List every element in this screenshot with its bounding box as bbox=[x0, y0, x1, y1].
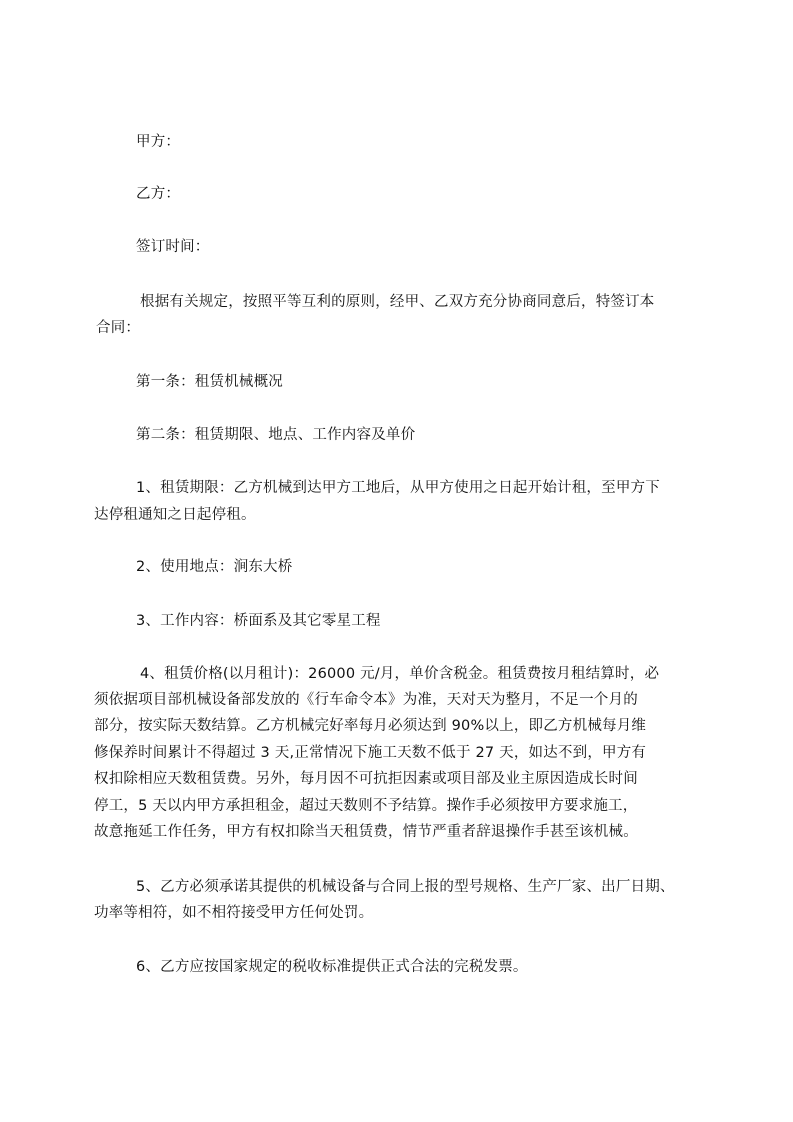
item-5-line: 功率等相符，如不相符接受甲方任何处罚。 bbox=[94, 905, 374, 921]
item-6-line: 6、乙方应按国家规定的税收标准提供正式合法的完税发票。 bbox=[136, 959, 528, 975]
item-4-line: 故意拖延工作任务，甲方有权扣除当天租赁费，情节严重者辞退操作手甚至该机械。 bbox=[94, 824, 638, 840]
intro-line: 合同： bbox=[96, 320, 141, 336]
item-4-line: 须依据项目部机械设备部发放的《行车命令本》为准，天对天为整月，不足一个月的 bbox=[94, 692, 638, 708]
item-1-line: 达停租通知之日起停租。 bbox=[94, 507, 256, 523]
item-4-line: 4、租赁价格(以月租计)：26000 元/月，单价含税金。租赁费按月租结算时，必 bbox=[140, 666, 660, 682]
party-b-label: 乙方： bbox=[136, 186, 181, 202]
item-4-line: 权扣除相应天数租赁费。另外，每月因不可抗拒因素或项目部及业主原因造成长时间 bbox=[94, 771, 638, 787]
item-4-line: 修保养时间累计不得超过 3 天,正常情况下施工天数不低于 27 天，如达不到，甲方有 bbox=[94, 745, 647, 761]
item-5-line: 5、乙方必须承诺其提供的机械设备与合同上报的型号规格、生产厂家、出厂日期、 bbox=[136, 879, 675, 895]
article-2-heading: 第二条：租赁期限、地点、工作内容及单价 bbox=[136, 427, 416, 443]
article-1-heading: 第一条：租赁机械概况 bbox=[136, 374, 283, 390]
item-3-line: 3、工作内容：桥面系及其它零星工程 bbox=[136, 613, 381, 629]
item-1-line: 1、租赁期限：乙方机械到达甲方工地后，从甲方使用之日起开始计租，至甲方下 bbox=[136, 480, 660, 496]
item-4-line: 停工，5 天以内甲方承担租金，超过天数则不予结算。操作手必须按甲方要求施工， bbox=[94, 798, 638, 814]
item-2-line: 2、使用地点：涧东大桥 bbox=[136, 559, 293, 575]
sign-date-label: 签订时间： bbox=[136, 239, 210, 255]
intro-line: 根据有关规定，按照平等互利的原则，经甲、乙双方充分协商同意后，特签订本 bbox=[140, 294, 655, 310]
item-4-line: 部分，按实际天数结算。乙方机械完好率每月必须达到 90%以上，即乙方机械每月维 bbox=[94, 718, 647, 734]
party-a-label: 甲方： bbox=[136, 134, 181, 150]
